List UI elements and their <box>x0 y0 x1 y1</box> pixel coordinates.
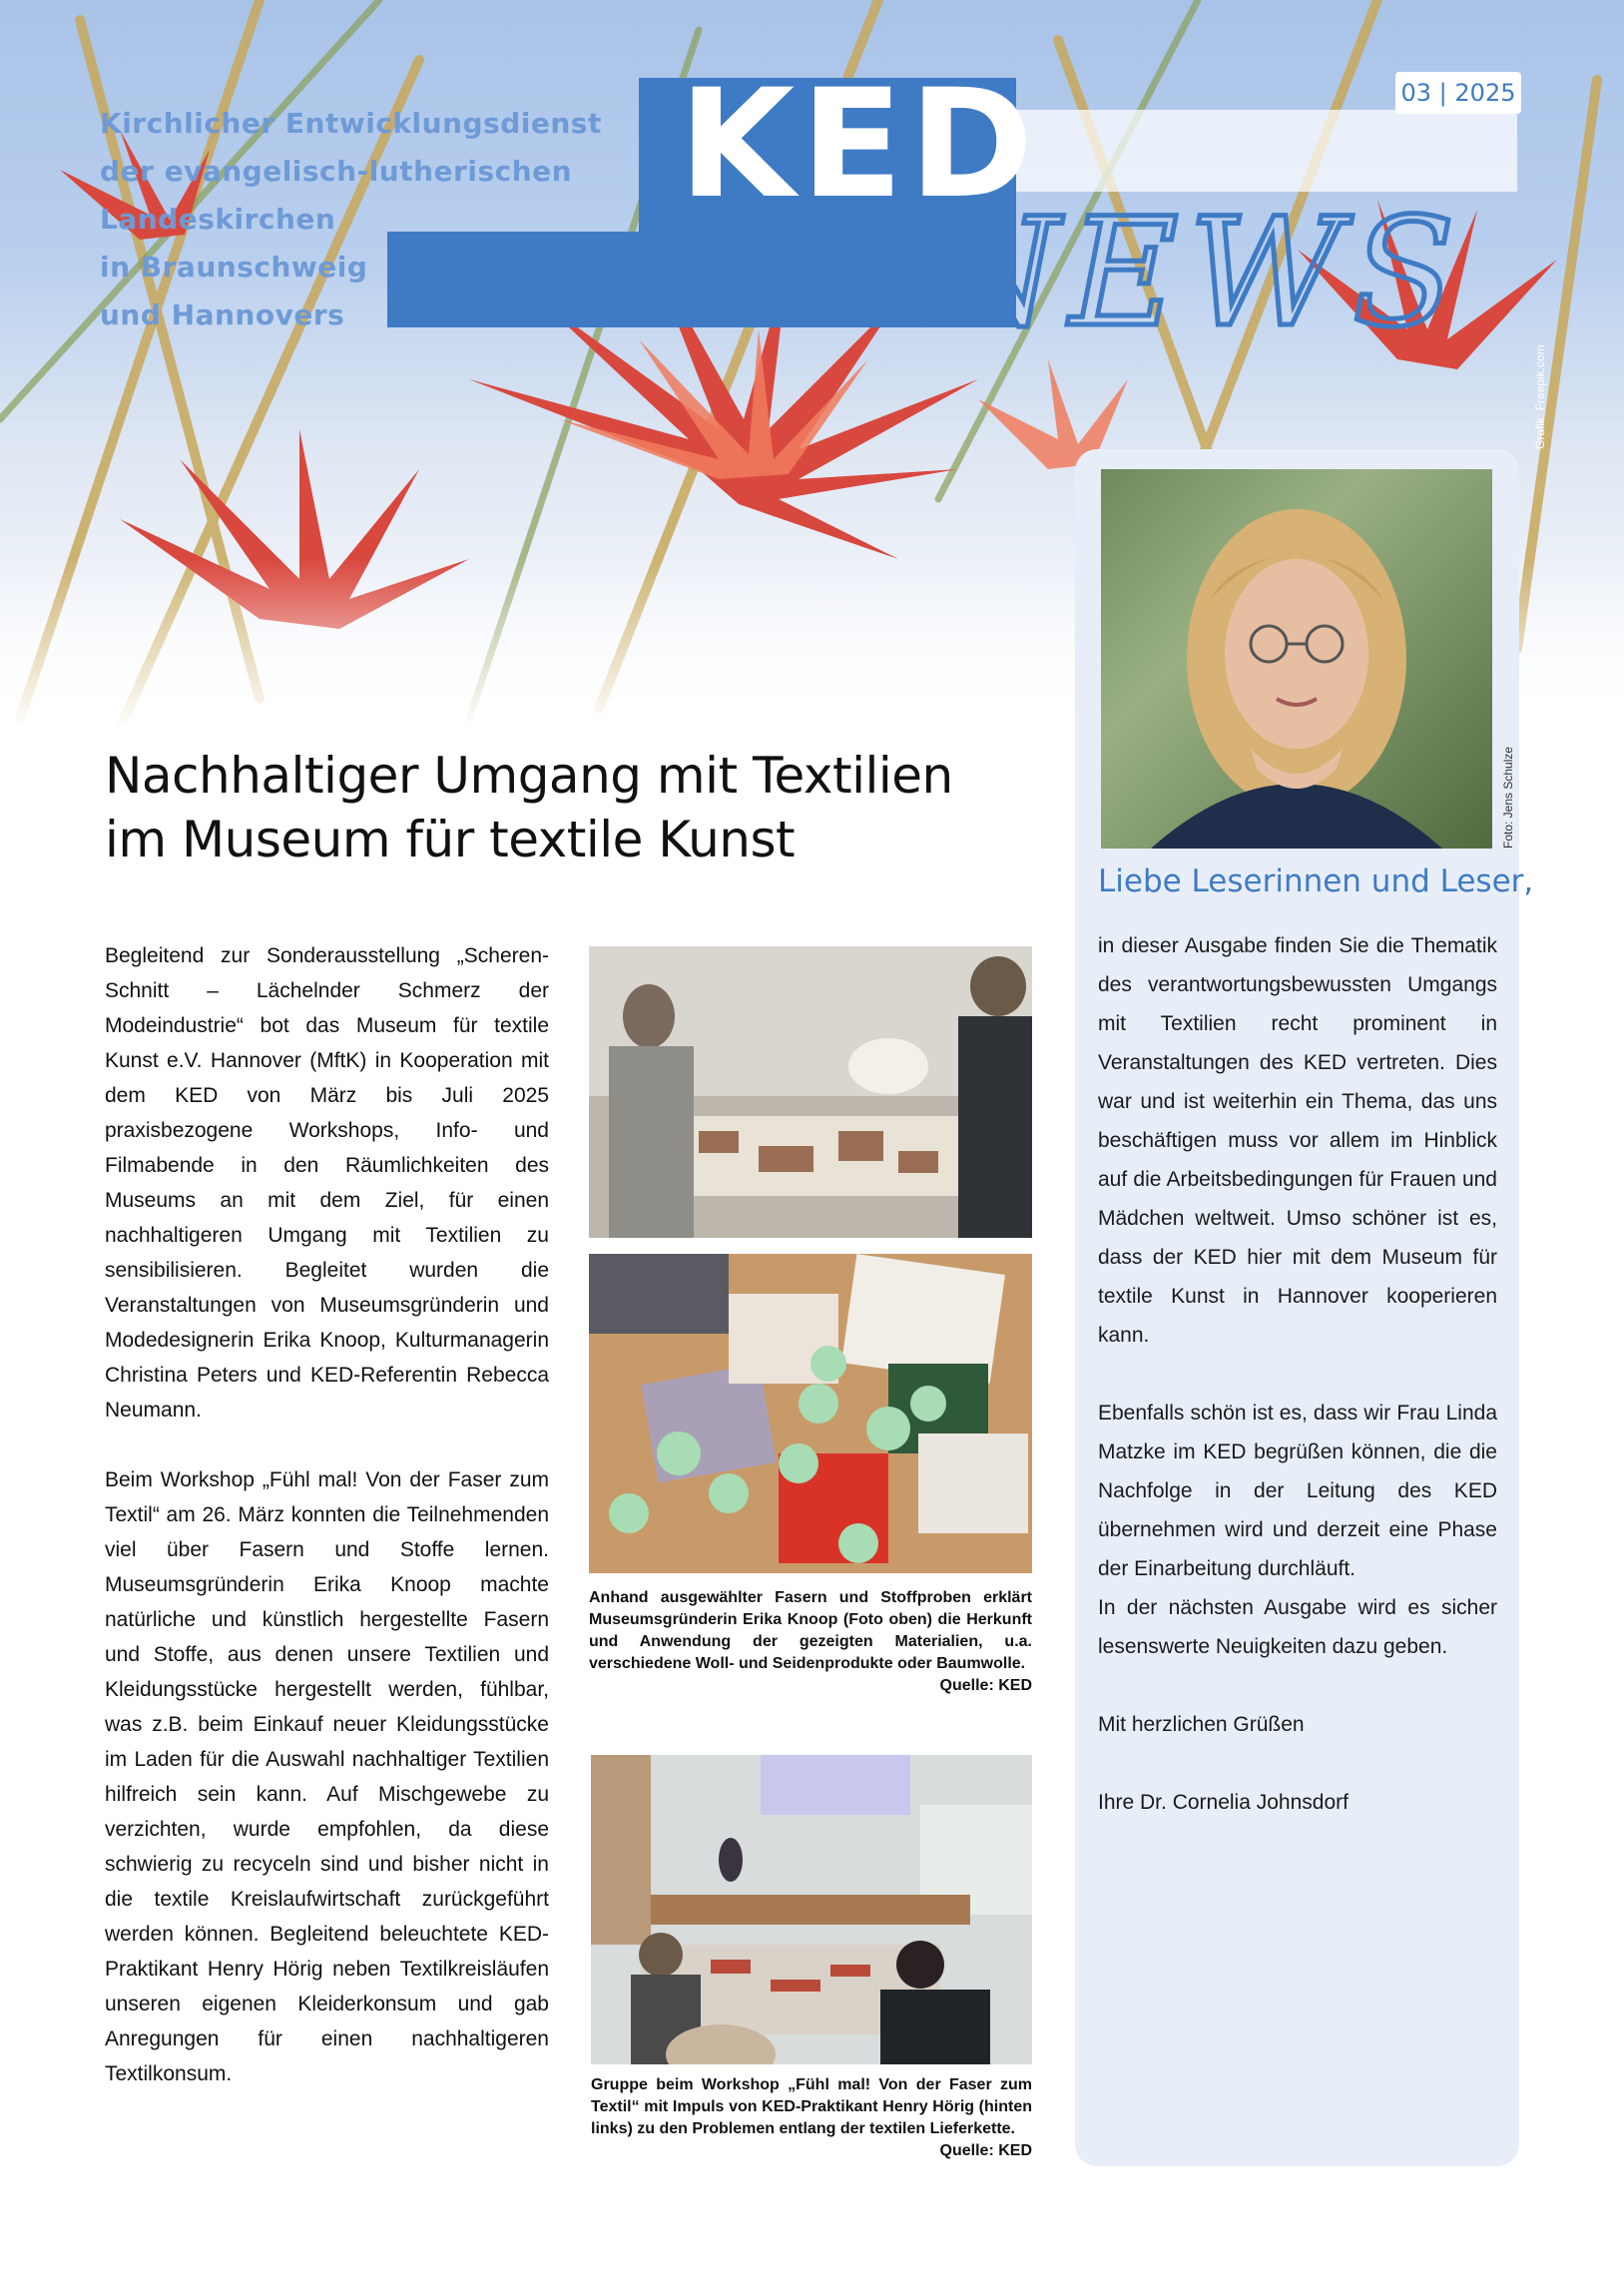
workshop-photo-3-illustration <box>591 1755 1032 2064</box>
caption-source: Quelle: KED <box>939 2142 1032 2159</box>
workshop-photo-2-illustration <box>589 1254 1032 1573</box>
portrait-credit: Foto: Jens Schulze <box>1501 746 1515 849</box>
caption-source: Quelle: KED <box>939 1677 1032 1694</box>
org-line: der evangelisch-lutherischen <box>100 155 573 188</box>
sidebar-paragraph: In der nächsten Ausgabe wird es sicher lesenswerte Neuigkeiten dazu geben. <box>1098 1596 1497 1658</box>
caption-text: Gruppe beim Workshop „Fühl mal! Von der Faser zum Textil“ mit Impuls von KED-Praktikant Henry Hörig (hinten links) zu den Problemen entlang der textilen Lieferkette. <box>591 2076 1032 2137</box>
org-line: Landeskirchen <box>100 203 336 236</box>
article-paragraph: Beim Workshop „Fühl mal! Von der Faser zum Textil“ am 26. März konnten die Teilnehmenden viel über Fasern und Stoffe lernen. Museumsgründerin Erika Knoop machte natürliche und künstlich hergestellte Fasern und Stoffe, aus denen unsere Textilien und Kleidungsstücke hergestellt werden, fühlbar, was z.B. beim Einkauf neuer Kleidungsstücke im Laden für die Auswahl nachhaltiger Textilien hilfreich sein kann. Auf Mischgewebe zu verzichten, wurde empfohlen, da diese schwierig zu recyceln sind und bisher nicht in die textile Kreislaufwirtschaft zurückgeführt werden können. Begleitend beleuchtete KED-Praktikant Henry Hörig neben Textilkreisläufen unseren eigenen Kleiderkonsum und gab Anregungen für einen nachhaltigeren Textilkonsum. <box>105 1468 549 2085</box>
sidebar-signature: Ihre Dr. Cornelia Johnsdorf <box>1098 1791 1349 1814</box>
article-body <box>105 938 549 2126</box>
workshop-photo-1-illustration <box>589 946 1032 1238</box>
caption-text: Anhand ausgewählter Fasern und Stoffproben erklärt Museumsgründerin Erika Knoop (Foto oben) die Herkunft und Anwendung der gezeigten Materialien, u.a. verschiedene Woll- und Seidenprodukte oder Baumwolle. <box>589 1589 1032 1672</box>
issue-number: 03 | 2025 <box>1395 72 1521 114</box>
news-script-logo <box>918 175 1477 374</box>
editor-portrait <box>1101 469 1492 849</box>
sidebar-text <box>1098 926 1497 1822</box>
sidebar-paragraph: in dieser Ausgabe finden Sie die Thematik des verantwortungsbewussten Umgangs mit Textilien recht prominent in Veranstaltungen des KED vertreten. Dies war und ist weiterhin ein Thema, das uns beschäftigen muss vor allem im Hinblick auf die Arbeitsbedingungen für Frauen und Mädchen weltweit. Umso schöner ist es, dass der KED hier mit dem Museum für textile Kunst in Hannover kooperieren kann. <box>1098 934 1497 1347</box>
workshop-photo-2 <box>589 1254 1032 1573</box>
news-script-text: NEWS <box>928 187 1465 360</box>
headline-line: im Museum für textile Kunst <box>105 811 796 868</box>
headline-line: Nachhaltiger Umgang mit Textilien <box>105 747 953 805</box>
article-paragraph: Begleitend zur Sonderausstellung „Scheren-Schnitt – Lächelnder Schmerz der Modeindustrie“ bot das Museum für textile Kunst e.V. Hannover (MftK) in Kooperation mit dem KED von März bis Juli 2025 praxisbezogene Workshops, Info- und Filmabende in den Räumlichkeiten des Museums an mit dem Ziel, für einen nachhaltigeren Umgang mit Textilien zu sensibilisieren. Begleitet wurden die Veranstaltungen von Museumsgründerin und Modedesignerin Erika Knoop, Kulturmanagerin Christina Peters und KED-Referentin Rebecca Neumann. <box>105 944 549 1422</box>
sidebar-greeting: Liebe Leserinnen und Leser, <box>1098 863 1534 899</box>
org-line: und Hannovers <box>100 298 345 331</box>
header-photo-credit: Grafik: Freepik.com <box>1533 344 1547 449</box>
logo-ked-text: KED <box>679 58 1040 232</box>
org-line: Kirchlicher Entwicklungsdienst <box>100 107 602 140</box>
sidebar-closing: Mit herzlichen Grüßen <box>1098 1713 1305 1736</box>
workshop-photo-3 <box>591 1755 1032 2064</box>
article-headline <box>105 744 1063 871</box>
org-line: in Braunschweig <box>100 251 368 284</box>
workshop-photo-1 <box>589 946 1032 1238</box>
portrait-illustration <box>1101 469 1492 849</box>
sidebar-paragraph: Ebenfalls schön ist es, dass wir Frau Linda Matzke im KED begrüßen können, die die Nachfolge in der Leitung des KED übernehmen wird und derzeit eine Phase der Einarbeitung durchläuft. <box>1098 1402 1497 1580</box>
photo-caption-2 <box>591 2074 1032 2162</box>
photo-caption-1 <box>589 1587 1032 1697</box>
logo-bar <box>387 232 639 327</box>
